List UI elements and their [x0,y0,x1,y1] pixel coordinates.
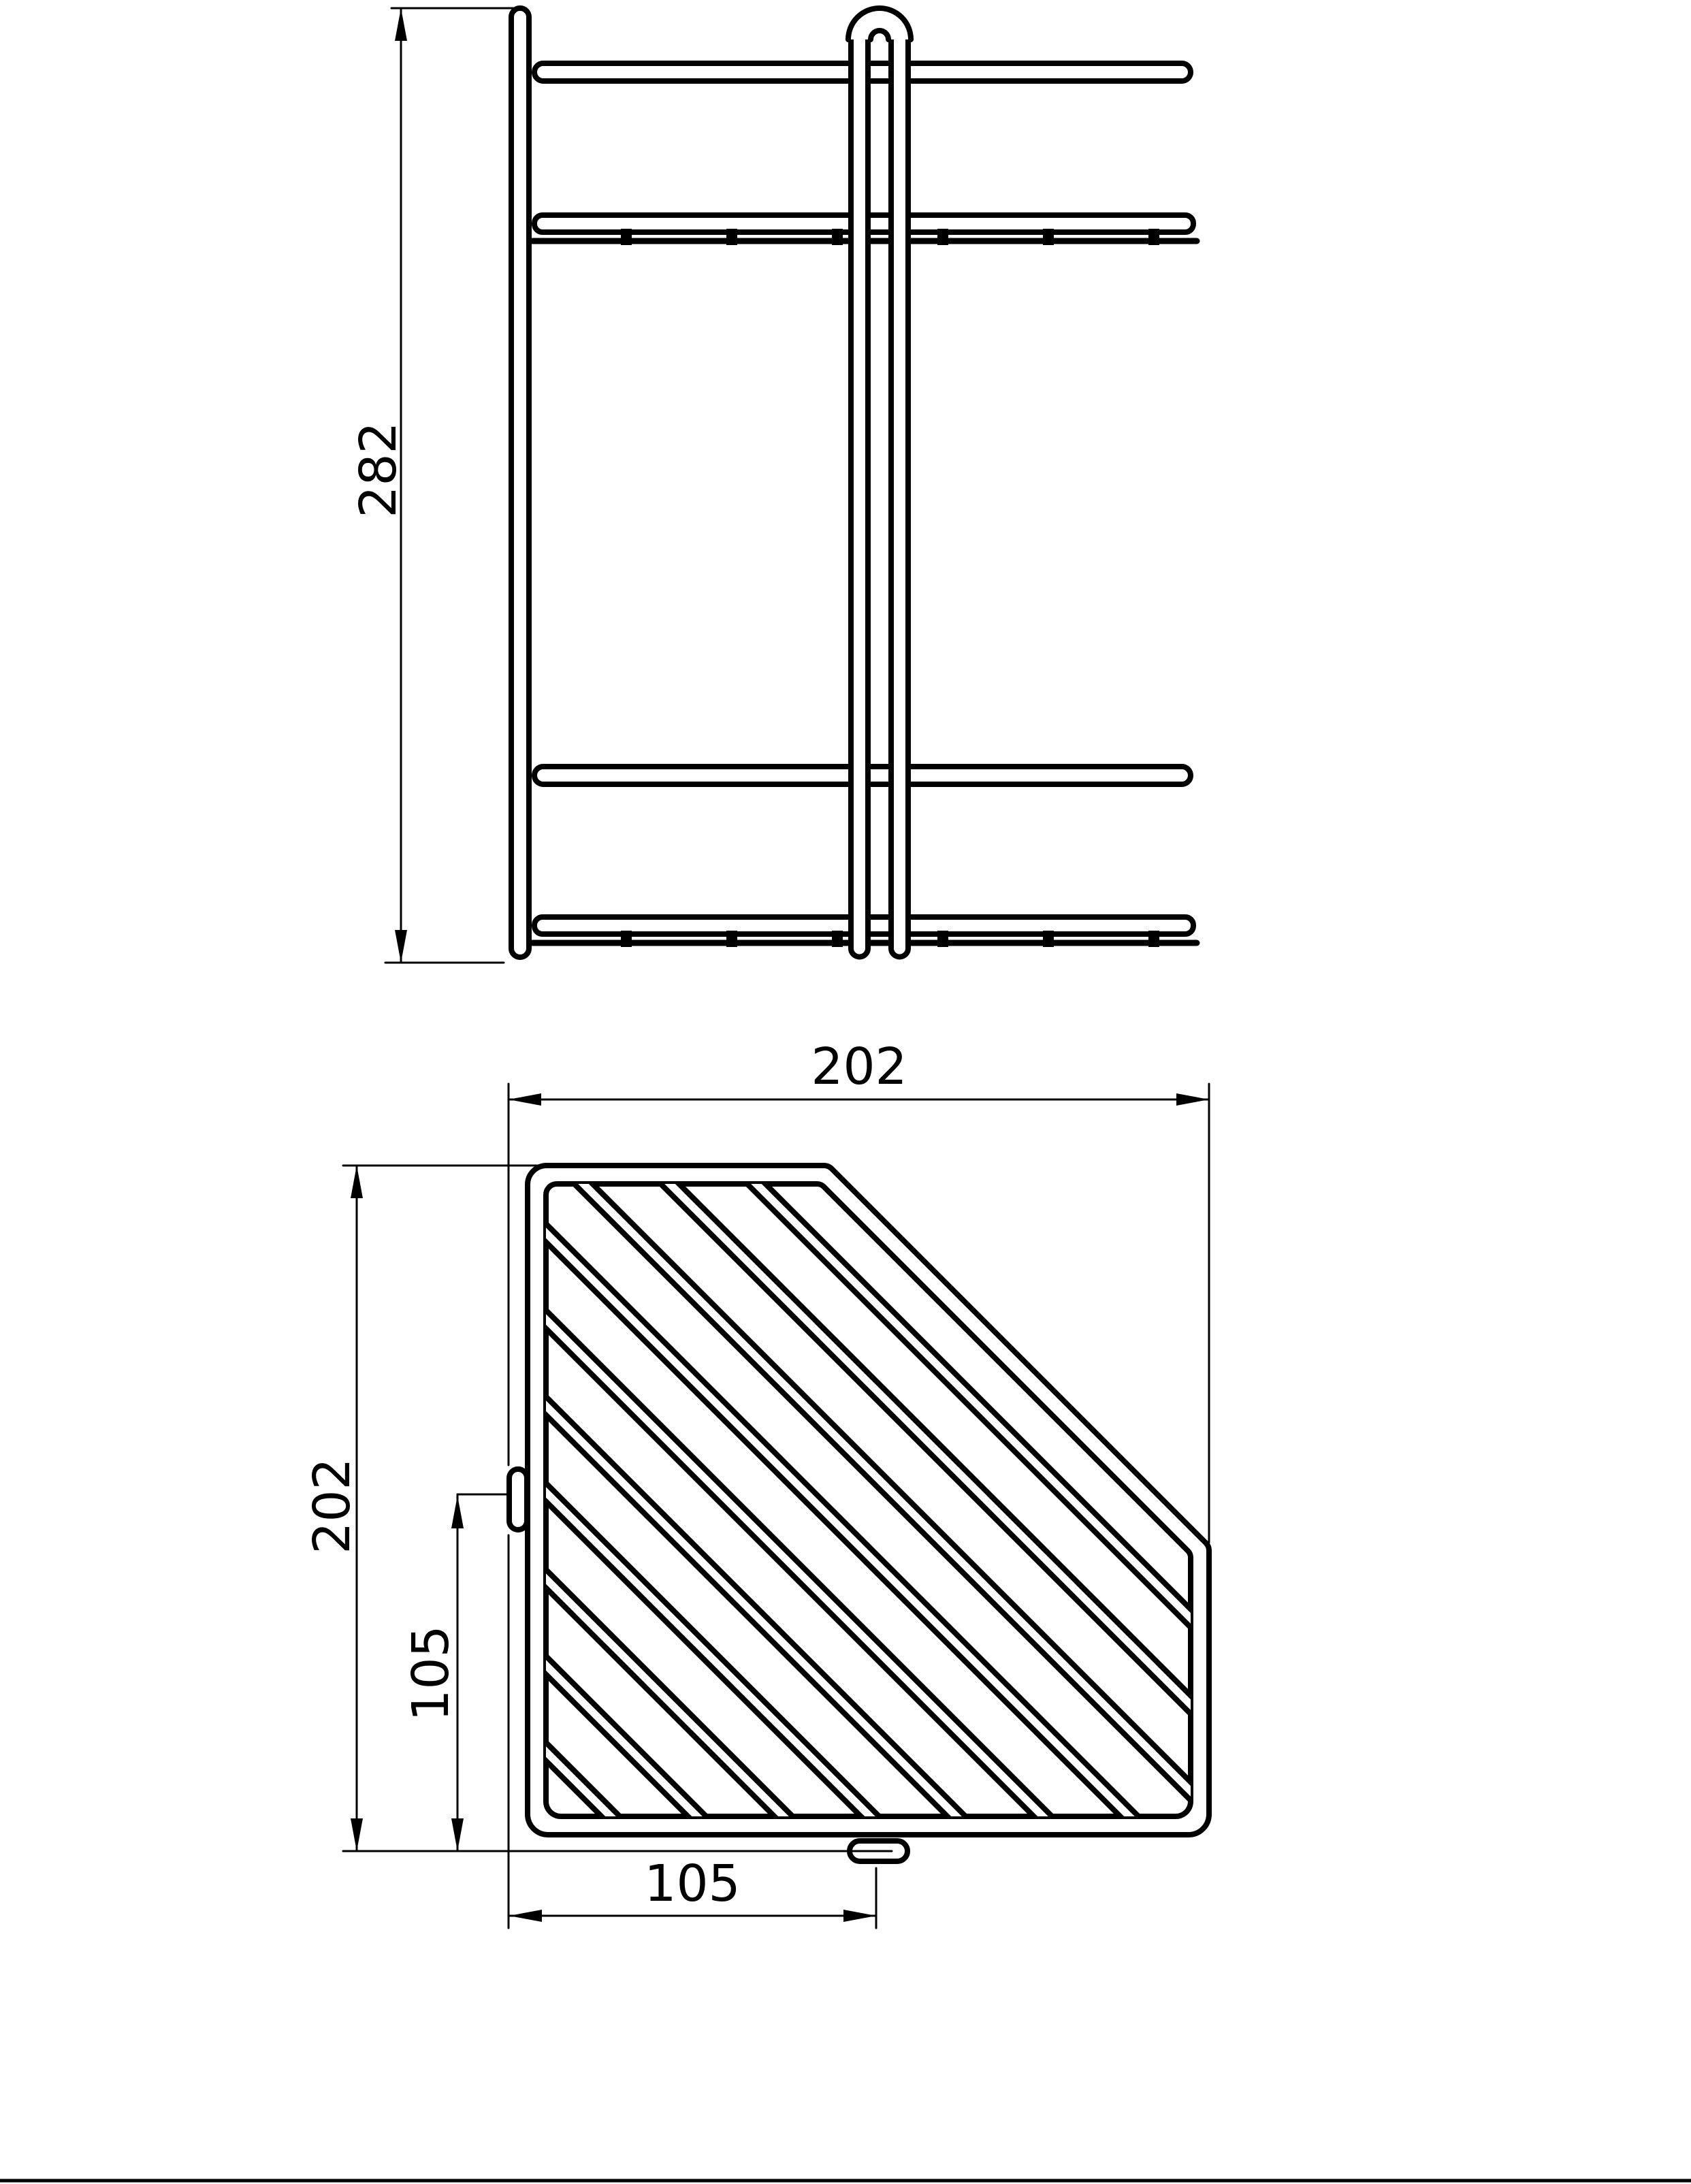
arrowhead-left [509,1093,541,1106]
arrowhead-right [843,1910,876,1922]
arrowhead-down [451,1818,464,1851]
arrowhead-down [395,930,407,963]
arrowhead-down [351,1818,363,1851]
plan-view [303,863,1266,2184]
arrowhead-left [509,1910,542,1922]
dimension-label-depth: 202 [303,1458,361,1554]
left-mounting-tab [509,1469,527,1530]
left-vertical-post [511,8,529,957]
dimension-label-height: 282 [349,421,408,518]
wall-hook-loop [848,8,911,957]
front-elevation-view [349,8,1197,963]
dimension-label-tab-vertical: 105 [402,1625,460,1722]
dimension-tab-offset-vertical-105 [402,1494,506,1851]
dimension-label-width: 202 [811,1038,907,1096]
dimension-height-282 [349,8,515,963]
arrowhead-right [1176,1093,1209,1106]
dimension-label-tab-horizontal: 105 [644,1854,741,1913]
arrowhead-up [451,1496,464,1528]
arrowhead-up [351,1166,363,1198]
arrowhead-up [395,8,407,41]
